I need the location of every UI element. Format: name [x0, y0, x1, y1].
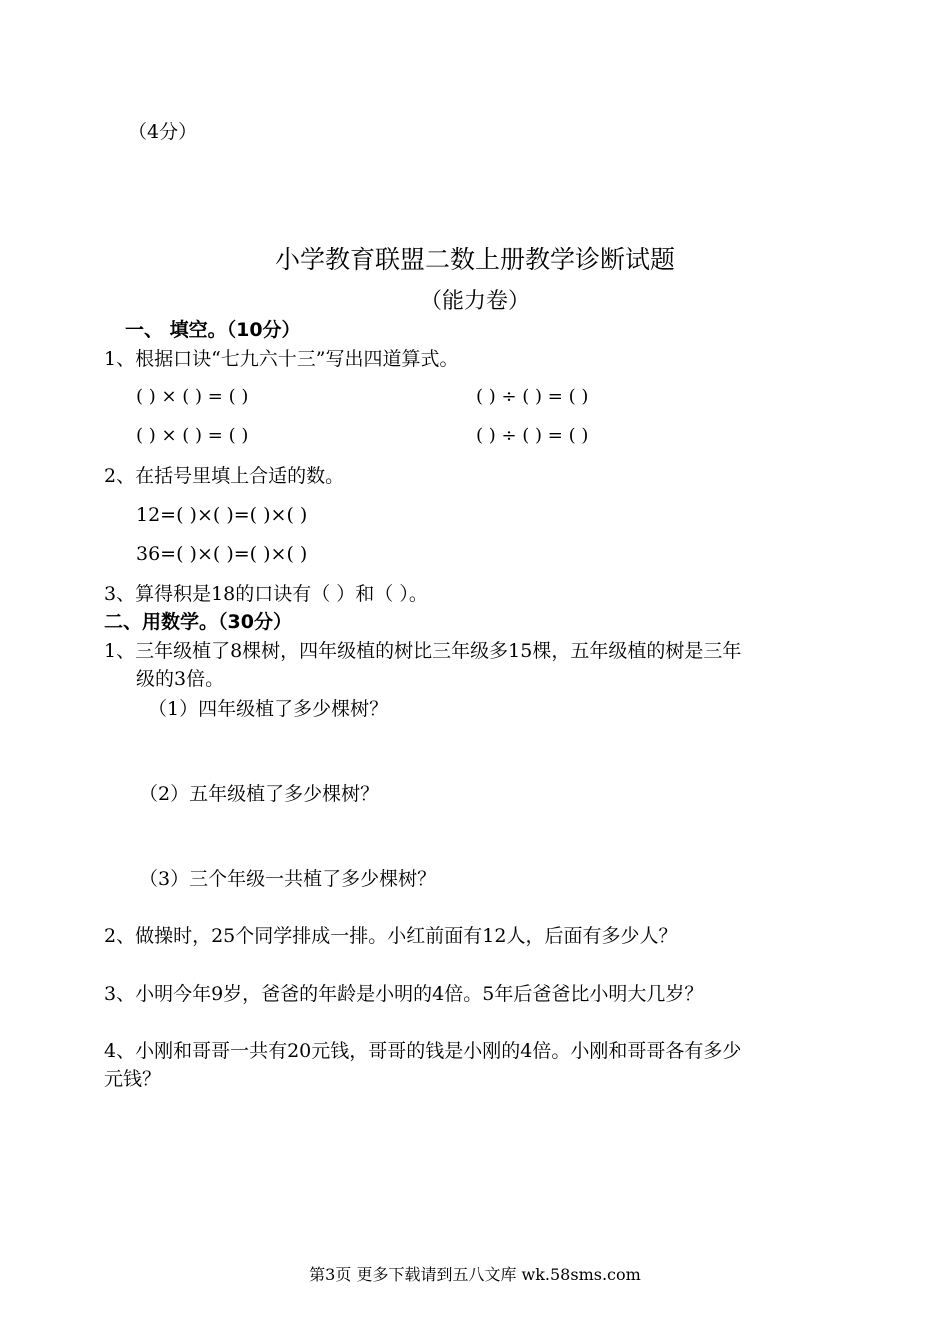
question-1-1: 1、根据口诀“七九六十三”写出四道算式。 [104, 348, 459, 370]
page-subtitle: （能力卷） [419, 289, 530, 314]
question-2-1-line2: 级的3倍。 [136, 668, 225, 690]
fill-row-36: 36=( )×( )=( )×( ) [136, 543, 308, 565]
question-1-2: 2、在括号里填上合适的数。 [104, 465, 345, 487]
equation-divide-2: ( ) ÷ ( ) = ( ) [476, 425, 589, 446]
section2-heading: 二、用数学。（30分） [104, 611, 292, 633]
sub-question-3: （3）三个年级一共植了多少棵树？ [139, 868, 437, 890]
sub-question-2: （2）五年级植了多少棵树？ [139, 783, 380, 805]
question-2-1-line1: 1、三年级植了8棵树，四年级植的树比三年级多15棵，五年级植的树是三年 [104, 640, 742, 662]
top-score: （4分） [128, 121, 198, 143]
equation-multiply-1: ( ) × ( ) = ( ) [136, 386, 249, 407]
question-1-3: 3、算得积是18的口诀有（ ）和（ ）。 [104, 583, 428, 605]
question-2-4-line1: 4、小刚和哥哥一共有20元钱，哥哥的钱是小刚的4倍。小刚和哥哥各有多少 [104, 1040, 742, 1062]
sub-question-1: （1）四年级植了多少棵树？ [148, 698, 389, 720]
equation-divide-1: ( ) ÷ ( ) = ( ) [476, 386, 589, 407]
question-2-2: 2、做操时，25个同学排成一排。小红前面有12人，后面有多少人？ [104, 925, 678, 947]
question-2-3: 3、小明今年9岁，爸爸的年龄是小明的4倍。5年后爸爸比小明大几岁？ [104, 983, 704, 1005]
page-footer: 第3页 更多下载请到五八文库 wk.58sms.com [309, 1265, 641, 1284]
page-title: 小学教育联盟二数上册教学诊断试题 [274, 245, 675, 274]
fill-row-12: 12=( )×( )=( )×( ) [136, 504, 308, 526]
equation-multiply-2: ( ) × ( ) = ( ) [136, 425, 249, 446]
question-2-4-line2: 元钱？ [104, 1068, 162, 1090]
section1-heading: 一、 填空。（10分） [125, 319, 301, 341]
